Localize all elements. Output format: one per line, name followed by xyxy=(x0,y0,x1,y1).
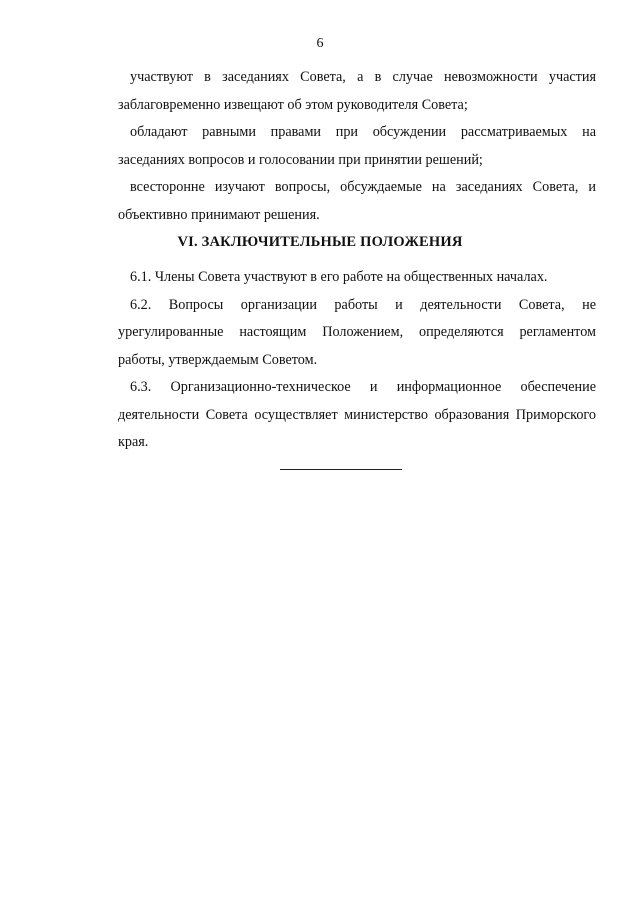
closing-divider-line xyxy=(280,469,402,470)
section-title: VI. ЗАКЛЮЧИТЕЛЬНЫЕ ПОЛОЖЕНИЯ xyxy=(177,234,463,250)
page-number: 6 xyxy=(316,36,324,51)
clause-6-3: 6.3. Организационно-техническое и информационное обеспечение деятельности Совета осуществляет министерство образования Приморского края. xyxy=(118,379,596,450)
member-duties-list xyxy=(118,64,596,229)
final-provisions xyxy=(118,264,596,457)
clause-6-2: 6.2. Вопросы организации работы и деятельности Совета, не урегулированные настоящим Положением, определяются регламентом работы, утверждаемым Советом. xyxy=(118,296,596,368)
paragraph-objective-decisions: всесторонне изучают вопросы, обсуждаемые на заседаниях Совета, и объективно принимают решения. xyxy=(118,179,596,223)
paragraph-attendance: участвуют в заседаниях Совета, а в случае невозможности участия заблаговременно извещают об этом руководителя Совета; xyxy=(118,69,596,113)
paragraph-equal-rights: обладают равными правами при обсуждении рассматриваемых на заседаниях вопросов и голосовании при принятии решений; xyxy=(118,124,596,168)
clause-6-1: 6.1. Члены Совета участвуют в его работе на общественных началах. xyxy=(130,269,548,285)
